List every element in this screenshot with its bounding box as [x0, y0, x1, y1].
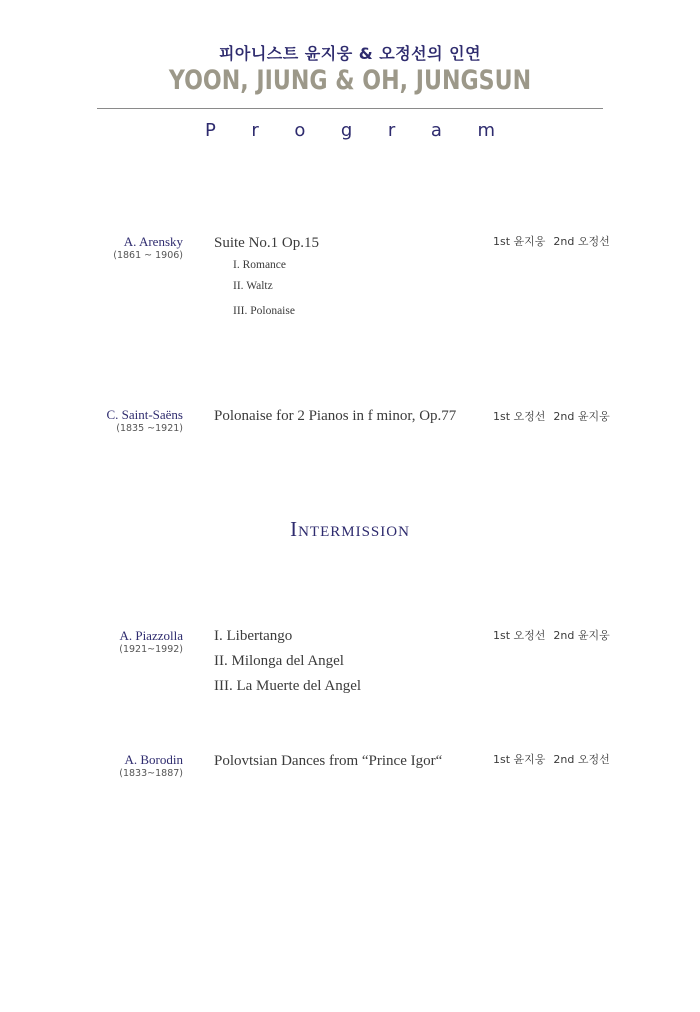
composer-name: C. Saint-Saëns — [106, 407, 183, 422]
composer — [113, 234, 183, 263]
movement: II. Milonga del Angel — [214, 653, 344, 669]
program-letter: g — [340, 120, 353, 141]
movement: II. Waltz — [233, 280, 273, 292]
first-pianist: 1st 윤지웅 — [493, 235, 546, 248]
movement: III. Polonaise — [233, 305, 295, 317]
composer-years: (1921~1992) — [119, 644, 183, 655]
intermission-heading: Intermission — [290, 517, 410, 541]
work-title: Polovtsian Dances from “Prince Igor“ — [214, 753, 443, 769]
first-pianist: 1st 오정선 — [493, 629, 546, 642]
composer-name: A. Arensky — [123, 234, 183, 249]
program-letter: a — [430, 120, 442, 141]
program-letter: m — [477, 120, 495, 141]
works — [214, 234, 319, 320]
performers — [493, 234, 610, 250]
program-letter: o — [294, 120, 306, 141]
performers — [493, 628, 610, 644]
english-title: YOON, JIUNG & OH, JUNGSUN — [168, 65, 532, 96]
work-title: Polonaise for 2 Pianos in f minor, Op.77 — [214, 408, 457, 424]
header-divider — [97, 108, 603, 109]
program-heading — [97, 120, 603, 141]
movement: I. Romance — [233, 259, 287, 271]
program-letter: P — [205, 120, 216, 141]
program-letter: r — [387, 120, 396, 141]
program-letter: r — [251, 120, 259, 141]
movement: III. La Muerte del Angel — [214, 678, 362, 694]
movement: I. Libertango — [214, 628, 293, 644]
composer-name: A. Borodin — [124, 752, 183, 767]
work-title: Suite No.1 Op.15 — [214, 235, 319, 251]
composer — [119, 628, 183, 657]
composer — [106, 407, 183, 436]
first-pianist: 1st 윤지웅 — [493, 753, 546, 766]
composer — [119, 752, 183, 781]
composer-years: (1835 ~1921) — [116, 423, 183, 434]
second-pianist: 2nd 오정선 — [553, 235, 610, 248]
composer-name: A. Piazzolla — [119, 628, 183, 643]
second-pianist: 2nd 윤지웅 — [553, 410, 610, 423]
korean-title: 피아니스트 윤지웅 & 오정선의 인연 — [218, 44, 482, 63]
second-pianist: 2nd 오정선 — [553, 753, 610, 766]
first-pianist: 1st 오정선 — [493, 410, 546, 423]
works — [214, 624, 361, 699]
works — [214, 752, 442, 770]
header — [97, 44, 603, 96]
performers — [493, 409, 610, 425]
second-pianist: 2nd 윤지웅 — [553, 629, 610, 642]
composer-years: (1833~1887) — [119, 768, 183, 779]
composer-years: (1861 ~ 1906) — [113, 250, 183, 261]
performers — [493, 752, 610, 768]
works — [214, 407, 456, 425]
